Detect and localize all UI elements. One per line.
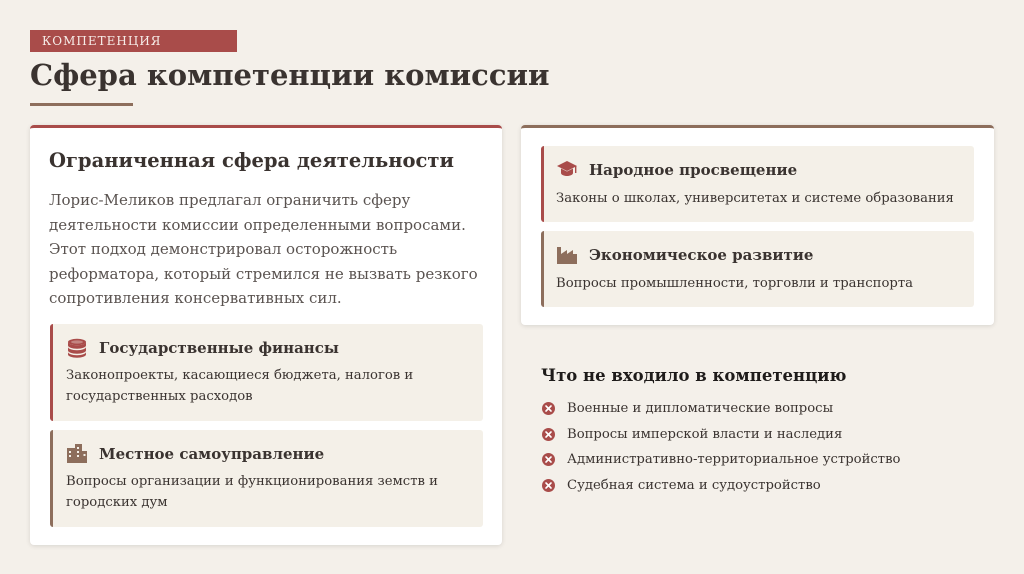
- item-public-education: [541, 146, 974, 222]
- item-title: Народное просвещение: [589, 161, 798, 179]
- item-title: Экономическое развитие: [589, 246, 814, 264]
- industry-factory-icon: [556, 244, 578, 264]
- list-item: [541, 477, 1001, 503]
- item-description: Законы о школах, университетах и системе образования: [556, 191, 954, 206]
- list-item: [541, 426, 1001, 452]
- x-circle-icon: [542, 479, 555, 492]
- list-item-text: Административно-территориальное устройство: [567, 452, 901, 468]
- city-buildings-icon: [66, 443, 88, 463]
- page-title: Сфера компетенции комиссии: [30, 58, 550, 92]
- graduation-cap-icon: [556, 159, 578, 179]
- list-item: [541, 400, 1001, 426]
- card-body-text: Лорис-Меликов предлагал ограничить сферу деятельности комиссии определенными вопросами. Этот подход демонстрировал осторожность реформатора, который стремился не вызвать резкого сопротивления консервативных сил.: [49, 191, 478, 307]
- list-item-text: Судебная система и судоустройство: [567, 478, 821, 494]
- list-item-text: Вопросы имперской власти и наследия: [567, 426, 843, 442]
- section-tag: КОМПЕТЕНЦИЯ: [30, 30, 237, 52]
- item-title: Государственные финансы: [99, 339, 339, 357]
- item-state-finances: [50, 324, 483, 421]
- card-heading: Ограниченная сфера деятельности: [49, 149, 454, 172]
- item-description: Вопросы организации и функционирования земств и городских дум: [66, 474, 438, 510]
- competence-areas-card: [521, 125, 994, 325]
- item-economic-development: [541, 231, 974, 307]
- x-circle-icon: [542, 402, 555, 415]
- limited-scope-card: [30, 125, 502, 545]
- excluded-list: [541, 400, 1001, 503]
- x-circle-icon: [542, 428, 555, 441]
- item-local-self-government: [50, 430, 483, 527]
- coins-icon: [66, 338, 88, 358]
- list-item-text: Военные и дипломатические вопросы: [567, 401, 834, 416]
- title-underline: [30, 103, 133, 106]
- list-item: [541, 451, 1001, 477]
- item-title: Местное самоуправление: [99, 445, 325, 463]
- item-description: Вопросы промышленности, торговли и транспорта: [556, 276, 914, 291]
- x-circle-icon: [542, 453, 555, 466]
- item-description: Законопроекты, касающиеся бюджета, налогов и государственных расходов: [66, 368, 414, 404]
- excluded-heading: Что не входило в компетенцию: [541, 366, 847, 385]
